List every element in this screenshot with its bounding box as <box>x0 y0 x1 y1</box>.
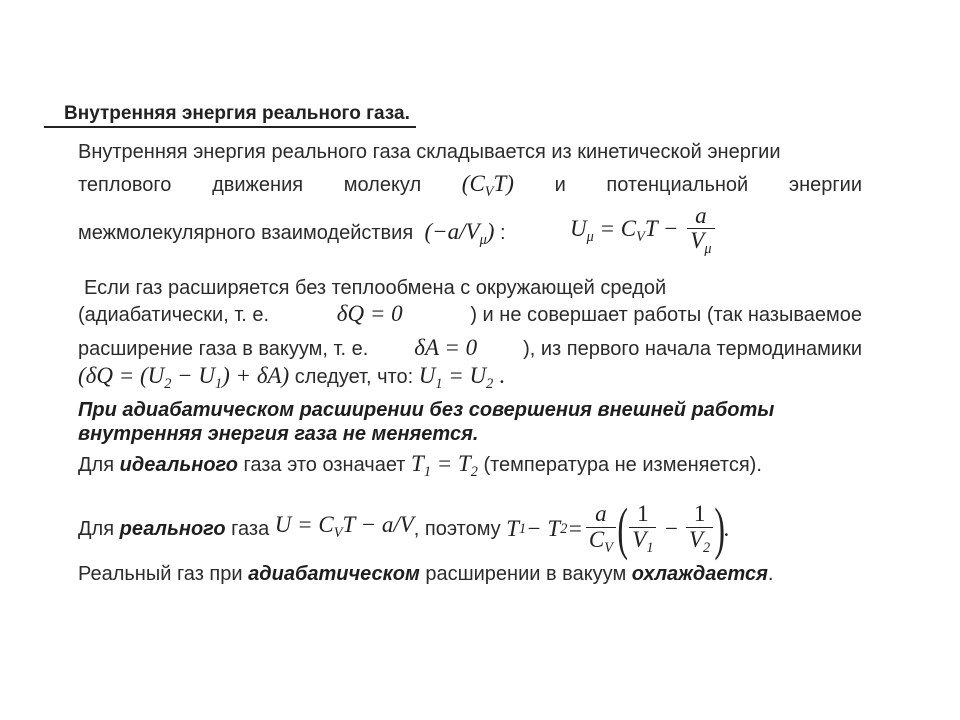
word: движения <box>212 174 304 196</box>
fraction-a-over-cv: $\frac{a}{C_V}$ <box>586 502 616 555</box>
p3-line2: внутренняя энергия газа не меняется. <box>78 423 479 445</box>
minus-sign: − <box>663 516 679 541</box>
da-zero-formula: δA = 0 <box>414 335 478 360</box>
real-gas-energy-formula: $U = C_VT - a/V$ <box>274 512 414 541</box>
emph-ideal: идеального <box>119 454 238 476</box>
word: теплового <box>78 174 172 196</box>
left-paren: ( <box>617 496 628 561</box>
p5-line: Для реального газа $U = C_VT - a/V$ , поэтому T 1 − T 2 = $\frac{a}{C_V}$ ( $\frac{1}{V_1}$ − $\frac{1}{V_2}$ ) . <box>78 496 730 561</box>
p2-line2: (адиабатически, т. е. δQ = 0 ) и не совершает работы (так называемое <box>78 301 862 326</box>
fraction-1-over-v1: $\frac{1}{V_1}$ <box>629 502 656 555</box>
word: энергии <box>788 174 862 196</box>
p6-line: Реальный газ при адиабатическом расширении в вакуум охлаждается. <box>78 563 774 585</box>
p2-line3: расширение газа в вакуум, т. е. δA = 0 ), из первого начала термодинамики <box>78 335 862 360</box>
dq-zero-formula: δQ = 0 <box>336 301 403 326</box>
p4-line: Для идеального газа это означает $T_1 = T_2$ (температура не изменяется). <box>78 451 762 480</box>
emph-real: реального <box>119 518 226 540</box>
word: молекул <box>343 174 422 196</box>
word: потенциальной <box>606 174 749 196</box>
word: и <box>554 174 566 196</box>
first-law-formula: $(\delta Q = (U_2 - U_1) + \delta A)$ <box>78 363 290 392</box>
t1-equals-t2-formula: $T_1 = T_2$ <box>411 451 478 480</box>
emph-cools: охлаждается <box>631 563 768 585</box>
p2-line4: $(\delta Q = (U_2 - U_1) + \delta A)$ следует, что: $U_1 = U_2$ . <box>78 363 505 392</box>
section-title: Внутренняя энергия реального газа. <box>44 103 416 128</box>
p1-line1: Внутренняя энергия реального газа складывается из кинетической энергии <box>78 141 781 163</box>
emph-adiabatic: адиабатическом <box>248 563 420 585</box>
right-paren: ) <box>714 496 726 561</box>
u1-equals-u2-formula: $U_1 = U_2$ . <box>418 363 505 392</box>
colon: : <box>500 222 506 244</box>
kinetic-energy-formula: $(C_VT)$ <box>461 171 514 200</box>
temperature-difference-formula: T 1 − T 2 = $\frac{a}{C_V}$ ( $\frac{1}{V_1}$ − $\frac{1}{V_2}$ ) . <box>506 496 730 561</box>
potential-energy-formula: $(-a/V_\mu)$ <box>424 219 495 248</box>
p1-line2 <box>78 172 862 204</box>
fraction-a-over-v: $\frac{a}{V_\mu}$ <box>687 204 714 257</box>
p1-line3: межмолекулярного взаимодействия $(-a/V_\mu)$ : <box>78 219 506 248</box>
p3-line1: При адиабатическом расширении без совершения внешней работы <box>78 399 775 421</box>
p2-line1: Если газ расширяется без теплообмена с окружающей средой <box>84 277 667 299</box>
fraction-1-over-v2: $\frac{1}{V_2}$ <box>686 502 713 555</box>
internal-energy-equation: $U_\mu = C_VT$ − $\frac{a}{V_\mu}$ <box>570 204 718 257</box>
